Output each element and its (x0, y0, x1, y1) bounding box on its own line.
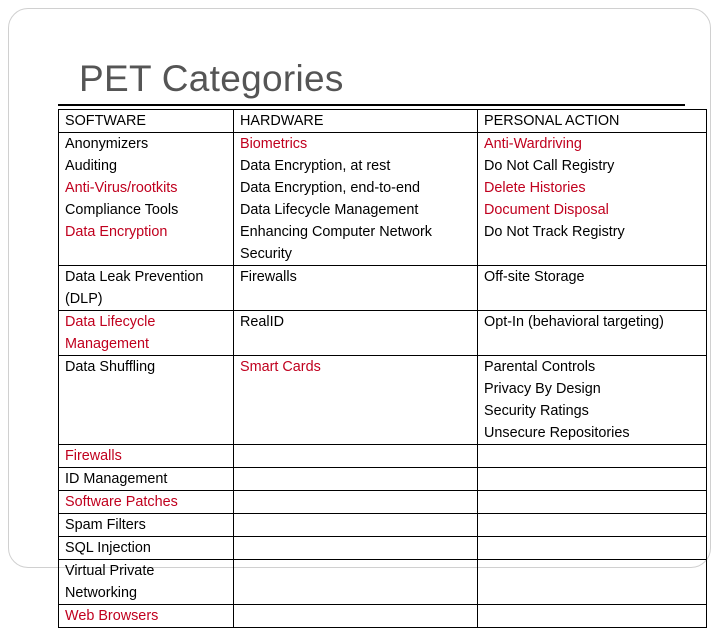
entry-text: Unsecure Repositories (484, 425, 630, 441)
pet-categories-table (58, 109, 685, 628)
title-underline (58, 104, 685, 106)
entry-text[interactable]: Management (65, 336, 149, 352)
entry-text: Parental Controls (484, 359, 596, 375)
entry-text[interactable]: Web Browsers (65, 608, 159, 624)
software-cell (59, 266, 234, 311)
entry-text: Opt-In (behavioral targeting) (484, 314, 664, 330)
entry-text[interactable]: Software Patches (65, 494, 178, 510)
entry-text: Off-site Storage (484, 269, 585, 285)
slide-title: PET Categories (79, 58, 344, 99)
entry-text[interactable]: Data Encryption (65, 224, 168, 240)
table-row (59, 605, 707, 628)
table-row (59, 133, 707, 266)
entry-text: ID Management (65, 471, 168, 487)
entry-text[interactable]: Document Disposal (484, 202, 609, 218)
entry-text[interactable]: Smart Cards (240, 359, 321, 375)
entry-text: Virtual Private (65, 563, 155, 579)
personal-action-cell (478, 311, 707, 356)
software-cell (59, 560, 234, 605)
table-row (59, 266, 707, 311)
personal-action-cell (478, 560, 707, 605)
entry-text[interactable]: Biometrics (240, 136, 308, 152)
hardware-cell (234, 311, 478, 356)
software-cell (59, 445, 234, 468)
entry-text: Networking (65, 585, 137, 601)
entry-text: Data Encryption, at rest (240, 158, 391, 174)
hardware-cell (234, 266, 478, 311)
entry-text[interactable]: Anti-Virus/rootkits (65, 180, 178, 196)
table-row (59, 491, 707, 514)
table-header-row (59, 110, 707, 133)
entry-text: Auditing (65, 158, 118, 174)
entry-text: Do Not Call Registry (484, 158, 615, 174)
entry-text[interactable]: Firewalls (65, 448, 122, 464)
entry-text: Privacy By Design (484, 381, 601, 397)
entry-text[interactable]: Anti-Wardriving (484, 136, 582, 152)
software-cell (59, 133, 234, 266)
entry-text: Enhancing Computer Network (240, 224, 432, 240)
entry-text: Security Ratings (484, 403, 589, 419)
header-software: SOFTWARE (59, 110, 234, 133)
personal-action-cell (478, 356, 707, 445)
entry-text[interactable]: Delete Histories (484, 180, 586, 196)
software-cell (59, 605, 234, 628)
table-row (59, 514, 707, 537)
header-personal-action: PERSONAL ACTION (478, 110, 707, 133)
software-cell (59, 491, 234, 514)
software-cell (59, 468, 234, 491)
entry-text: Firewalls (240, 269, 297, 285)
table-row (59, 468, 707, 491)
personal-action-cell (478, 605, 707, 628)
hardware-cell (234, 514, 478, 537)
table-row (59, 445, 707, 468)
personal-action-cell (478, 133, 707, 266)
hardware-cell (234, 468, 478, 491)
entry-text: Data Encryption, end-to-end (240, 180, 420, 196)
personal-action-cell (478, 266, 707, 311)
hardware-cell (234, 560, 478, 605)
entry-text: Data Shuffling (65, 359, 156, 375)
entry-text[interactable]: Data Lifecycle (65, 314, 156, 330)
entry-text: Do Not Track Registry (484, 224, 625, 240)
personal-action-cell (478, 468, 707, 491)
hardware-cell (234, 445, 478, 468)
header-hardware: HARDWARE (234, 110, 478, 133)
entry-text: Data Lifecycle Management (240, 202, 419, 218)
entry-text: (DLP) (65, 291, 103, 307)
entry-text: Security (240, 246, 292, 262)
hardware-cell (234, 605, 478, 628)
software-cell (59, 514, 234, 537)
personal-action-cell (478, 445, 707, 468)
hardware-cell (234, 133, 478, 266)
personal-action-cell (478, 514, 707, 537)
entry-text: Spam Filters (65, 517, 146, 533)
software-cell (59, 356, 234, 445)
software-cell (59, 311, 234, 356)
hardware-cell (234, 356, 478, 445)
entry-text: Compliance Tools (65, 202, 179, 218)
table-row (59, 560, 707, 605)
personal-action-cell (478, 491, 707, 514)
table-row (59, 356, 707, 445)
table-row (59, 311, 707, 356)
entry-text: RealID (240, 314, 284, 330)
entry-text: Anonymizers (65, 136, 149, 152)
entry-text: SQL Injection (65, 540, 151, 556)
hardware-cell (234, 491, 478, 514)
entry-text: Data Leak Prevention (65, 269, 204, 285)
